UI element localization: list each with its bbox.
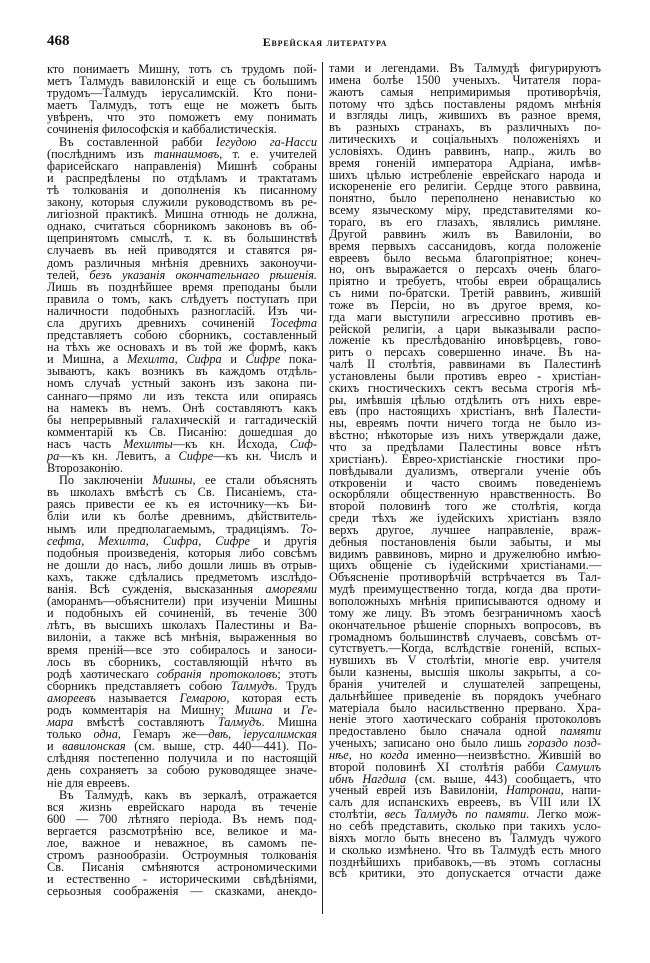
text-segment: лѣтъ, въ высшихъ школахъ Палестины и Ва- (47, 618, 317, 633)
text-segment: скихъ гностическихъ сектъ весьма строгія мѣ- (329, 380, 601, 395)
text-segment: на тѣхъ же основахъ и въ той же формѣ, какъ (47, 340, 317, 355)
text-segment: стромъ разнообразіи. Остроумныя толкованія (47, 848, 317, 863)
left-column (47, 63, 317, 897)
italic-text: нѣе (329, 747, 349, 762)
text-segment: вмѣстѣ составляютъ (73, 715, 218, 730)
text-segment: щепринятомъ смыслѣ, т. к. въ большинствѣ (47, 231, 317, 246)
text-segment: громадномъ большинствѣ случаевъ, совсѣмъ от- (329, 629, 601, 644)
text-segment: Второзаконію. (47, 461, 123, 476)
text-segment: (см. выше, стр. 440—441). По- (125, 739, 317, 754)
text-segment: потому что здѣсь поставлены рядомъ мнѣнія (329, 96, 601, 111)
text-segment: бы непрерывный галахическій и гаггадическій (47, 412, 317, 427)
text-segment: вилоніи, а также всѣ мнѣнія, выраженныя во (47, 630, 317, 645)
column-divider (322, 62, 323, 914)
text-segment: ванія. Всѣ сужденія, высказанныя (47, 582, 266, 597)
text-segment: родѣ хаотическаго (47, 666, 157, 681)
text-segment: бранія учителей и слушателей запрещены, (329, 676, 601, 691)
italic-text: двѣ (208, 727, 229, 742)
italic-text: То- (300, 521, 317, 536)
italic-text: собранія протоколовъ (156, 666, 278, 681)
text-segment: ложеніе къ преслѣдованію иновѣрцевъ, гово- (329, 333, 601, 348)
text-segment: саннаго—прямо ли изъ текста или опираясь (47, 388, 317, 403)
text-segment: и распредѣлены по отдѣламъ и трактатамъ (47, 170, 317, 185)
italic-text: весь Талмудъ по памяти (384, 807, 527, 822)
text-segment: условіяхъ. Одинъ раввинъ, напр., жилъ во (329, 143, 601, 158)
text-segment: въ разныхъ странахъ, въ различныхъ по- (329, 120, 601, 135)
text-segment: и (47, 739, 63, 754)
text-segment: трудомъ—Талмудъ іерусалимскій. Кто пони- (47, 86, 317, 101)
text-segment: метъ Талмудъ вавилонскій и еще съ большимъ (47, 74, 317, 89)
text-segment: Св. Писанія смѣняются астрономическими (47, 860, 317, 875)
italic-text: мара (47, 715, 74, 730)
text-segment: ; этотъ (277, 666, 318, 681)
text-segment: и сколько измѣнено. Что въ Талмудѣ есть много (329, 842, 601, 857)
text-segment: пока- (280, 352, 317, 367)
text-segment: всѣ критики, это допускается отчасти даже (329, 866, 601, 881)
page-number: 468 (47, 33, 70, 49)
text-segment: наличности подобныхъ разногласій. Изъ чи- (47, 303, 317, 318)
text-segment: установлены были противъ еврео - христіан- (329, 368, 601, 383)
text-segment: только (47, 727, 94, 742)
italic-text: Самуилъ (555, 759, 601, 774)
right-column (329, 63, 601, 880)
text-segment: и другія (249, 533, 317, 548)
italic-text: Мишна (234, 702, 273, 717)
text-segment: телей, (47, 267, 90, 282)
text-segment: именно—неизвѣстно. Жившій во (408, 747, 601, 762)
text-segment: пріятно и требуетъ, чтобы евреи обращались (329, 274, 601, 289)
text-segment: лигіозной практикѣ. Мишна отнюдь не должна, (47, 207, 317, 222)
text-segment: ры, имѣвшія цѣлью отдѣлить отъ нихъ евре- (329, 392, 601, 407)
text-segment: віяхъ могло быть внесено въ Талмудъ чужого (329, 830, 601, 845)
text-segment: случаевъ въ ней приводятся и ставятся ря- (47, 243, 317, 258)
italic-text: ибнъ Нагдила (329, 771, 407, 786)
text-segment: дальнѣйшее приведеніе въ порядокъ учебнаго (329, 688, 601, 703)
text-segment: но, онъ выражается о персахъ очень благо- (329, 262, 601, 277)
italic-text: Сифре (245, 352, 281, 367)
text-segment: тораго, въ его глазахъ, являлись римляне. (329, 214, 601, 229)
text-segment: и подобныхъ ей сочиненій, въ теченіе 300 (47, 606, 317, 621)
text-segment: гда маги выступили агрессивно противъ ев- (329, 309, 601, 324)
text-segment: вся жизнь еврейскаго народа въ теченіе (47, 799, 317, 814)
italic-text: ра (47, 449, 60, 463)
text-segment: второй половинѣ XI столѣтія рабби (329, 759, 556, 774)
text-segment: на намекъ въ немъ. Онѣ составляютъ какъ (47, 400, 317, 415)
text-segment: . Трудъ (274, 678, 317, 693)
italic-text: Мехилты (123, 436, 173, 451)
text-segment: позднѣйшихъ прибавокъ,—въ этомъ согласны (329, 854, 601, 869)
text-segment: , напи- (560, 783, 601, 798)
text-segment: и Мишна, а (47, 352, 128, 367)
text-segment: всему языческому міру, представителями ко- (329, 203, 601, 218)
text-segment: день сохраняетъ за собою руководящее значе- (47, 763, 317, 778)
text-segment: тоже въ Персіи, но въ другое время, ко- (329, 297, 601, 312)
text-segment: , (198, 533, 216, 548)
text-segment: , но (348, 747, 381, 762)
text-segment: кахъ, также сдѣлались предметомъ изслѣдо- (47, 569, 317, 584)
text-segment: родъ комментарія на Мишну; (47, 702, 235, 717)
text-segment: искорененіе его религіи. Сердце этого раввина, (329, 179, 601, 194)
text-segment: рейской религіи, а цари выказывали распо- (329, 321, 601, 336)
text-segment: ніе для евреевъ. (47, 775, 130, 790)
text-segment: —къ кн. Левитъ, а (59, 449, 179, 463)
text-segment: столѣтіи, (329, 807, 385, 822)
text-segment: Лишь въ позднѣйшее время преподаны были (47, 279, 317, 294)
text-segment: оскорбляли общественную нравственность. Во (329, 487, 601, 502)
text-segment: что за предѣлами Палестины вовсе нѣтъ (329, 440, 601, 454)
text-segment: насъ часть (47, 436, 124, 451)
italic-text: Іегудою га-Насси (215, 134, 317, 149)
text-segment: и (221, 352, 246, 367)
text-segment: ученыхъ; записано оно было лишь (329, 736, 528, 751)
text-segment: сутствуетъ.—Когда, вслѣдствіе гоненій, вспых- (329, 641, 601, 656)
text-segment: откровеніи и часто своимъ поведеніемъ (329, 475, 601, 490)
text-segment: имена болѣе 1500 ученыхъ. Читателя пора- (329, 72, 601, 87)
text-segment: представляетъ собою сборникъ, составленный (47, 328, 317, 343)
italic-text: вавилонская (62, 739, 126, 754)
text-segment: повѣдывали дуализмъ, отвергали ученіе объ (329, 463, 601, 478)
text-segment: увѣренъ, что это поможетъ ему понимать (47, 110, 317, 125)
text-segment: евъ (про настоящихъ христіанъ, внѣ Палести- (329, 404, 601, 419)
italic-text: Гемарою (179, 690, 227, 705)
text-segment: правила о томъ, какъ слѣдуетъ поступать при (47, 291, 317, 306)
italic-text: Ге- (300, 702, 317, 717)
text-segment: (аморанмъ—объяснители) при изученіи Мишны (47, 594, 317, 609)
text-segment: . Мишна (261, 715, 317, 730)
text-segment: дебныя постановленія были забыты, и мы (329, 534, 601, 549)
text-segment: называется (95, 690, 180, 705)
text-segment: салъ для испанскихъ евреевъ, въ VIII или IX (329, 795, 601, 810)
text-segment: тому же лицу. Въ этомъ безграничномъ хаосѣ (329, 605, 601, 620)
text-segment: лое, важное и неважное, въ самомъ пе- (47, 836, 317, 850)
text-segment: По заключеніи (59, 473, 153, 488)
text-segment: время преній—все это собиралось и заноси- (47, 642, 317, 657)
text-segment: , (81, 533, 99, 548)
italic-text: Натронаи (505, 783, 561, 798)
text-segment: Въ Талмудѣ, какъ въ зеркалѣ, отражается (59, 787, 317, 802)
text-segment: предоставлено было сначала одной (329, 724, 561, 739)
italic-text: гораздо позд- (527, 736, 601, 751)
text-segment: съ ними по-братски. Третій раввинъ, жившій (329, 286, 601, 301)
text-segment: , ее стали объяснять (192, 473, 317, 488)
text-segment: тами и легендами. Въ Талмудѣ фигурируютъ (329, 61, 601, 75)
text-segment: евреевъ было весьма благопріятное; конеч- (329, 250, 601, 265)
text-segment: воположныхъ мнѣнія приписываются одному и (329, 593, 601, 608)
text-segment: и взгляды лицъ, жившихъ въ разное время, (329, 108, 601, 123)
text-segment: время гоненій императора Адріана, имѣв- (329, 155, 601, 170)
italic-text: безъ указанія окончательнаго рѣшенія. (89, 267, 318, 282)
text-segment: жаютъ самыя непримиримыя противорѣчія, (329, 84, 601, 99)
italic-text: Сифра (186, 352, 222, 367)
italic-text: когда (380, 747, 409, 762)
italic-text: Сиф- (289, 436, 317, 451)
running-title: Еврейская литература (262, 35, 388, 49)
text-segment: (см. выше, 443) сообщаетъ, что (406, 771, 601, 786)
text-segment: и естественно - историческими свѣдѣніями, (47, 872, 317, 887)
text-segment: щихъ общеніе съ іудейскими христіанами.— (329, 558, 601, 573)
text-segment: домъ различныя мнѣнія древнихъ законоучи- (47, 255, 317, 270)
text-segment: слѣдняя постепенно получила и по настоящій (47, 751, 317, 766)
text-segment: кто понимаетъ Мишну, тотъ съ трудомъ пой- (47, 62, 317, 76)
text-segment: сборникъ представляетъ собою (47, 678, 231, 693)
text-segment: подобныя произведенія, которыя либо совсѣмъ (47, 545, 317, 560)
text-segment: понятно, было переполнено ненавистью ко (329, 191, 601, 206)
text-segment: чалѣ II столѣтія, раввинами въ Палестинѣ (329, 357, 601, 372)
text-segment: сла другихъ древнихъ сочиненій (47, 315, 271, 330)
italic-text: Мехилта (98, 533, 146, 548)
italic-text: іерусалимская (243, 727, 317, 742)
text-segment: вергается разсмотрѣнію все, великое и ма- (47, 823, 317, 838)
text-segment: зываютъ, какъ возникъ въ каждомъ отдѣль- (47, 364, 317, 379)
text-segment: номъ случаѣ устный законъ изъ закона пи- (47, 376, 317, 391)
text-segment: сочиненія философскія и каббалистическія. (47, 122, 277, 137)
text-segment: бліи или къ болѣе древнимъ, дѣйствитель- (47, 509, 317, 524)
text-segment: видимъ раввиновъ, мирно и дружелюбно имѣю- (329, 546, 601, 561)
text-segment: въ школахъ вмѣстѣ съ Св. Писаніемъ, ста- (47, 485, 317, 500)
text-segment: Въ составленной рабби (59, 134, 216, 149)
text-segment: (послѣднимъ изъ (47, 146, 155, 161)
text-segment: 600 — 700 лѣтняго періода. Въ немъ под- (47, 811, 317, 826)
italic-text: Талмудъ (230, 678, 275, 693)
text-segment: второй половинѣ того же столѣтія, когда (329, 499, 601, 514)
italic-text: Сифре (215, 533, 250, 548)
italic-text: памяти (560, 724, 601, 739)
text-segment: ритъ о персахъ совершенно иначе. Въ на- (329, 345, 601, 360)
text-segment: . Легко мож- (526, 807, 601, 822)
text-segment: тѣ толкованія и дополненія къ писанному (47, 182, 317, 197)
text-segment: ны, евреямъ почти ничего тогда не было из- (329, 416, 601, 431)
text-segment: однако, считаться сборникомъ законовъ въ об- (47, 219, 317, 234)
text-segment: матеріала было насильственно прервано. Хра- (329, 700, 601, 715)
text-segment: , Гемаръ же— (117, 727, 209, 742)
text-segment: раясь привести ее къ ея источнику—къ Би- (47, 497, 317, 512)
italic-text: Талмудъ (217, 715, 262, 730)
text-segment: —къ кн. Числъ и (213, 449, 318, 463)
italic-text: таннаимовъ (154, 146, 220, 161)
text-segment: комментарій къ Св. Писанію: дошедшая до (47, 424, 317, 439)
text-segment: , (145, 533, 163, 548)
italic-text: Сифре (178, 449, 214, 463)
italic-text: Тосефта (270, 315, 317, 330)
text-segment: время первыхъ сассанидовъ, когда положеніе (329, 238, 601, 253)
text-segment: Другой раввинъ жилъ въ Вавилоніи, во (329, 226, 601, 241)
text-segment: маетъ Талмудъ, тотъ еще не можетъ быть (47, 98, 317, 113)
text-segment: закону, которыя служили руководствомъ въ ре- (47, 195, 317, 210)
text-segment: литическихъ и соціальныхъ положеніяхъ и (329, 132, 601, 147)
text-segment: мудѣ преимущественно тогда, когда два проти- (329, 582, 601, 597)
text-segment: —къ кн. Исхода, (172, 436, 290, 451)
text-segment: христіанъ). Еврео-христіанскіе гностики про- (329, 451, 601, 466)
text-segment: лось въ сборникъ, составляющій нѣчто въ (47, 654, 317, 669)
text-segment: Объясненіе противорѣчій встрѣчается въ Тал- (329, 570, 601, 585)
italic-text: амореями (265, 582, 317, 597)
text-segment: серьозныя соображенія — сказками, анекдо- (47, 884, 317, 899)
text-line (329, 868, 601, 880)
text-segment: вѣстно; нѣкоторые изъ нихъ утверждали даже, (329, 428, 601, 443)
text-segment: но себѣ представить, сколько при такихъ усло- (329, 819, 601, 833)
italic-text: одна (93, 727, 118, 742)
text-segment: верхъ другое, лучшее направленіе, враж- (329, 522, 601, 537)
text-segment: , (228, 727, 244, 742)
text-segment: нымъ или предполагаемымъ, традиціямъ. (47, 521, 301, 536)
text-segment: окончательное рѣшеніе спорныхъ вопросовъ, въ (329, 617, 601, 632)
text-segment: среди тѣхъ же іудейскихъ христіанъ взяло (329, 511, 601, 526)
text-segment: ученый еврей изъ Вавилоніи, (329, 783, 506, 798)
text-segment: , (174, 352, 187, 367)
text-line (47, 885, 317, 897)
text-segment: фарисейскаго направленія) Мишнѣ собраны (47, 158, 317, 173)
text-segment: были казнены, высшія школы закрыты, а со- (329, 665, 601, 680)
text-segment: , т. е. учителей (219, 146, 317, 161)
italic-text: Мишны (152, 473, 193, 488)
text-segment: неніе этого хаотическаго собранія протоколовъ (329, 712, 601, 727)
text-segment: и (272, 702, 301, 717)
italic-text: Сифра (162, 533, 199, 548)
text-segment: , которая есть (226, 690, 317, 705)
text-segment: нувшихъ въ V столѣтіи, многіе евр. учителя (329, 653, 601, 668)
italic-text: Мехилта (127, 352, 175, 367)
text-segment: шихъ цѣлью истребленіе еврейскаго народа и (329, 167, 601, 182)
italic-text: амореевъ (47, 690, 96, 705)
italic-text: сефта (47, 533, 82, 548)
text-segment: не дошли до насъ, либо дошли лишь въ отрыв- (47, 557, 317, 572)
